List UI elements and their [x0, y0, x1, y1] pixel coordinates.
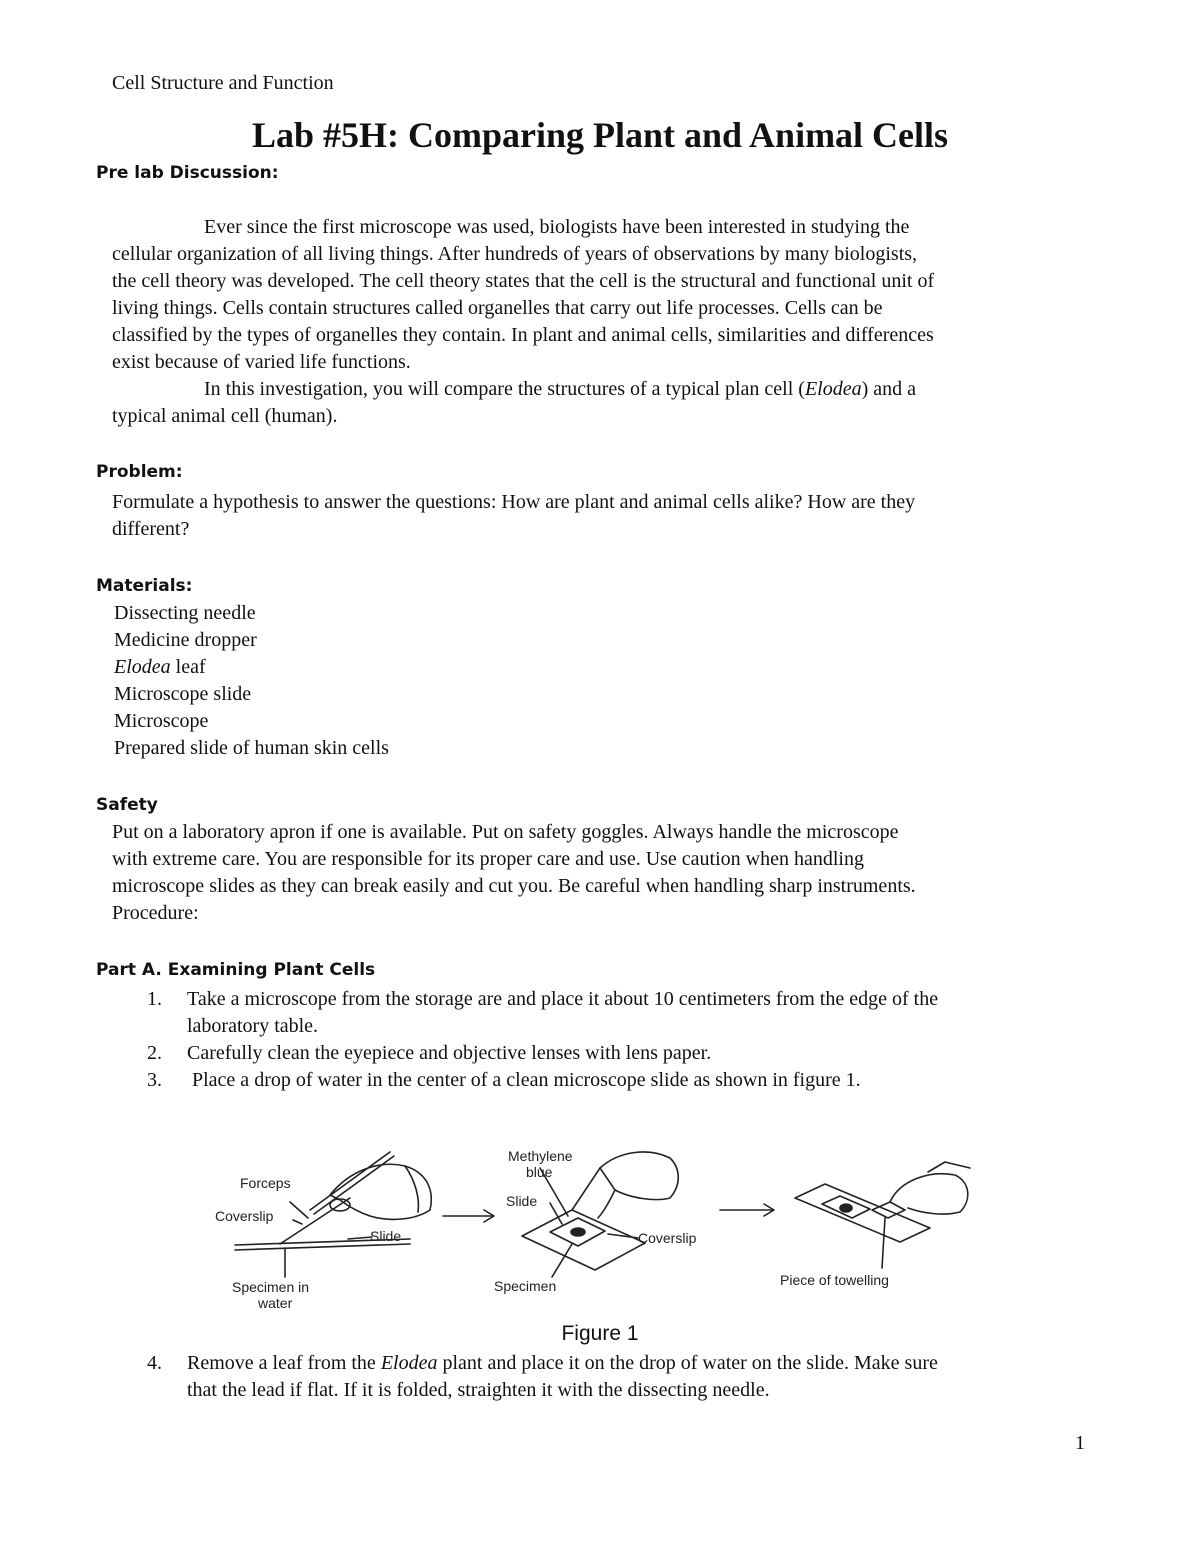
text-span: Remove a leaf from the	[187, 1352, 381, 1374]
problem-line: different?	[112, 518, 190, 540]
leader-line	[882, 1218, 885, 1268]
running-header: Cell Structure and Function	[112, 72, 334, 94]
step-line	[187, 1350, 1107, 1377]
figure-label-towelling: Piece of towelling	[780, 1272, 889, 1288]
leader-line	[608, 1234, 638, 1238]
step-text	[187, 986, 1107, 1040]
slide-shape	[522, 1210, 645, 1270]
material-item: Medicine dropper	[114, 629, 257, 651]
step-line: Carefully clean the eyepiece and objective lenses with lens paper.	[187, 1042, 712, 1064]
leader-line	[552, 1244, 572, 1277]
step-line: Place a drop of water in the center of a clean microscope slide as shown in figure 1.	[187, 1069, 861, 1091]
step-text	[187, 1350, 1107, 1404]
figure-1-illustration	[200, 1140, 980, 1320]
material-item	[114, 654, 389, 681]
safety-line: Procedure:	[112, 902, 199, 924]
procedure-step	[147, 1350, 1107, 1404]
leader-line	[290, 1202, 308, 1218]
step-line: laboratory table.	[187, 1015, 319, 1037]
italic-species-name: Elodea	[114, 656, 171, 678]
specimen-dot	[840, 1204, 852, 1212]
hand-drawing	[405, 1166, 418, 1212]
text-span: In this investigation, you will compare the structures of a typical plan cell (	[204, 378, 805, 400]
prelab-line: typical animal cell (human).	[112, 405, 338, 427]
prelab-line: the cell theory was developed. The cell theory states that the cell is the structural and functional unit of	[112, 270, 935, 292]
figure-label-methylene-blue: blue	[526, 1164, 553, 1180]
procedure-step	[147, 986, 1107, 1040]
prelab-line: Ever since the first microscope was used, biologists have been interested in studying the	[204, 216, 910, 238]
specimen-dot	[571, 1228, 585, 1236]
figure-label-specimen-water: water	[258, 1295, 293, 1311]
step-number: 2.	[147, 1042, 162, 1064]
prelab-paragraph-2	[112, 376, 1092, 430]
safety-text	[112, 819, 1092, 927]
leader-line	[293, 1220, 302, 1224]
text-span: leaf	[175, 656, 206, 678]
figure-label-coverslip: Coverslip	[638, 1230, 697, 1246]
safety-heading: Safety	[96, 795, 158, 815]
material-item: Prepared slide of human skin cells	[114, 737, 389, 759]
prelab-line: cellular organization of all living things. After hundreds of years of observations by many biologists,	[112, 243, 918, 265]
prelab-line: living things. Cells contain structures called organelles that carry out life processes. Cells can be	[112, 297, 883, 319]
text-span: plant and place it on the drop of water on the slide. Make sure	[437, 1352, 938, 1374]
hand-drawing	[600, 1152, 678, 1200]
step-text	[187, 1040, 1107, 1067]
safety-line: microscope slides as they can break easily and cut you. Be careful when handling sharp instruments.	[112, 875, 916, 897]
prelab-line: classified by the types of organelles they contain. In plant and animal cells, similarities and differences	[112, 324, 934, 346]
figure-caption: Figure 1	[561, 1322, 639, 1345]
part-a-heading: Part A. Examining Plant Cells	[96, 960, 376, 980]
prelab-line: exist because of varied life functions.	[112, 351, 411, 373]
material-item: Dissecting needle	[114, 602, 256, 624]
step-line: Take a microscope from the storage are and place it about 10 centimeters from the edge of the	[187, 988, 939, 1010]
safety-line: Put on a laboratory apron if one is available. Put on safety goggles. Always handle the microscope	[112, 821, 899, 843]
prelab-heading: Pre lab Discussion:	[96, 163, 279, 183]
figure-label-slide: Slide	[506, 1193, 538, 1209]
coverslip-line	[280, 1198, 350, 1244]
step-number: 3.	[147, 1069, 162, 1091]
figure-label-specimen-water: Specimen in	[232, 1279, 310, 1295]
prelab-paragraph-1	[112, 214, 1092, 376]
page-title: Lab #5H: Comparing Plant and Animal Cells	[251, 115, 949, 155]
leader-line	[348, 1237, 372, 1239]
step-line: that the lead if flat. If it is folded, straighten it with the dissecting needle.	[187, 1379, 770, 1401]
panel-towelling	[795, 1162, 970, 1268]
figure-label-slide: Slide	[370, 1228, 402, 1244]
procedure-step	[147, 1040, 1107, 1067]
problem-heading: Problem:	[96, 462, 183, 482]
materials-heading: Materials:	[96, 576, 193, 596]
figure-label-specimen: Specimen	[494, 1278, 557, 1294]
material-item: Microscope slide	[114, 683, 252, 705]
italic-species-name: Elodea	[804, 378, 862, 400]
hand-drawing	[928, 1162, 970, 1172]
text-span: ) and a	[861, 378, 917, 400]
prelab-line	[112, 376, 1092, 403]
italic-species-name: Elodea	[380, 1352, 438, 1374]
materials-list	[114, 600, 389, 762]
procedure-step	[147, 1067, 1107, 1094]
figure-label-methylene-blue: Methylene	[508, 1148, 573, 1164]
step-number: 4.	[147, 1352, 162, 1374]
figure-label-coverslip: Coverslip	[215, 1208, 274, 1224]
hand-drawing	[598, 1190, 615, 1218]
material-item: Microscope	[114, 710, 209, 732]
safety-line: with extreme care. You are responsible for its proper care and use. Use caution when handling	[112, 848, 864, 870]
problem-text	[112, 489, 1092, 543]
problem-line: Formulate a hypothesis to answer the questions: How are plant and animal cells alike? How are they	[112, 491, 916, 513]
step-number: 1.	[147, 988, 162, 1010]
figure-label-forceps: Forceps	[240, 1175, 291, 1191]
forceps-shape	[310, 1152, 390, 1210]
step-text	[187, 1067, 1107, 1094]
dropper-shape	[572, 1168, 600, 1210]
page-number: 1	[1075, 1432, 1085, 1454]
